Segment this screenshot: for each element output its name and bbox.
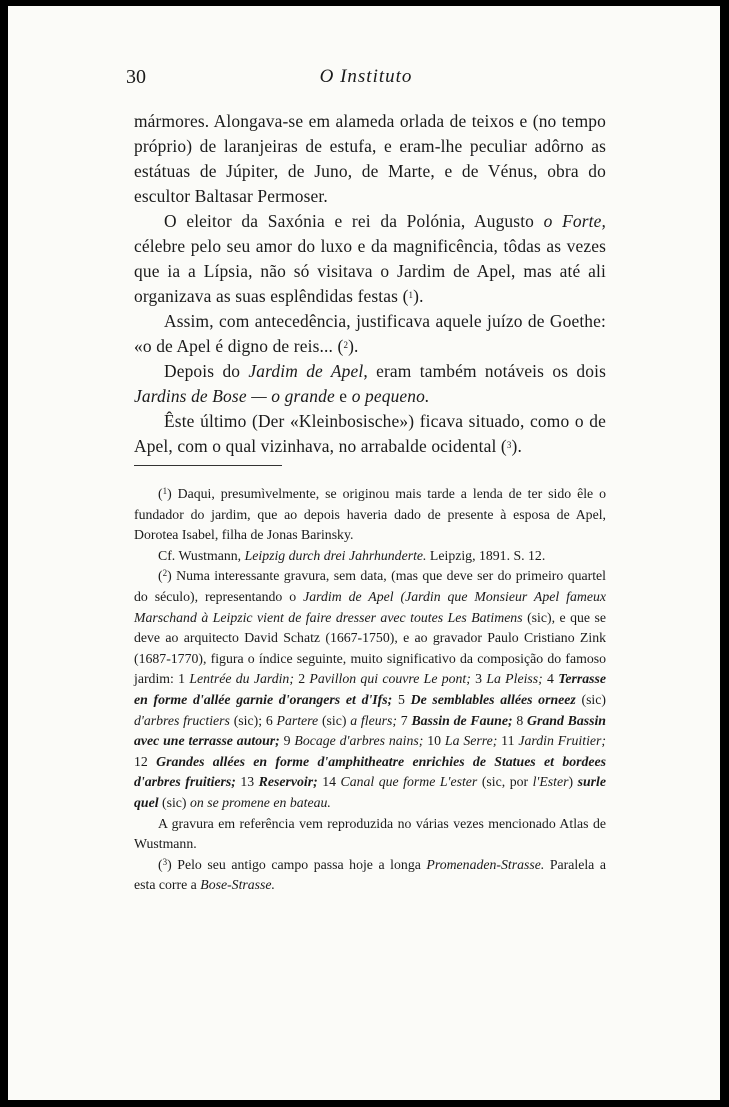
italic-span: surle quel	[134, 774, 606, 810]
text-span: e	[334, 386, 352, 406]
footnote-ref-3[interactable]: 3	[506, 440, 512, 450]
italic-span: Jardin Fruitier;	[518, 733, 607, 749]
text-span: ).	[348, 336, 359, 356]
italic-span: Leipzig durch drei Jahrhunderte.	[244, 547, 427, 563]
italic-span: Bose-Strasse.	[200, 877, 275, 893]
text-span: 2	[293, 671, 310, 687]
text-span: Êste último (Der «Kleinbosische») ficava situado, como o de Apel, com o qual vizinhava, no arrabalde ocidental (	[134, 411, 606, 456]
text-span: (sic), e que se deve ao arquitecto David Schatz (1667-1750), e ao gravador Paulo Cristiano Zink (1687-1770), figura o índice seguinte, muito significativo da composição do famoso jardim: 1	[134, 609, 606, 687]
paragraph-2	[134, 209, 606, 309]
italic-span: Jardins de Bose — o grande	[134, 386, 335, 406]
running-title: O Instituto	[319, 66, 413, 87]
paragraph-5	[134, 409, 606, 459]
italic-span: o pequeno.	[351, 386, 430, 406]
text-span: 13	[235, 774, 259, 790]
footnote-mark: 3	[162, 856, 168, 867]
italic-span: De semblables allées orneez	[410, 691, 576, 707]
paragraph-1: mármores. Alongava-se em alameda orlada de teixos e (no tempo próprio) de laranjeiras de estufa, e eram-lhe peculiar adôrno as estátuas de Júpiter, de Juno, de Marte, e de Vénus, obra do escultor Baltasar Permoser.	[134, 111, 606, 206]
text-span: 7	[396, 712, 412, 728]
text-span: , eram também notáveis os dois	[363, 361, 606, 381]
footnote-2: ($^2$) Numa interessante gravura, sem data, (mas que deve ser do primeiro quartel do século), representando o Jardim de Apel (Jardin que Monsieur Apel fameux Marschand à Leipzic vient de faire dresser avec toutes Les Batimens (sic), e que se deve ao arquitecto David Schatz (1667-1750), e ao gravador Paulo Cristiano Zink (1687-1770), figura o índice seguinte, muito significativo da composição do famoso jardim: 1 Lentrée du Jardin; 2 Pavillon qui couvre Le pont; 3 La Pleiss; 4 Terrasse en forme d'allée garnie d'orangers et d'Ifs; 5 De semblables allées orneez (sic) d'arbres fructiers (sic); 6 Partere (sic) a fleurs; 7 Bassin de Faune; 8 Grand Bassin avec une terrasse autour; 9 Bocage d'arbres nains; 10 La Serre; 11 Jardin Fruitier; 12 Grandes allées en forme d'amphitheatre enrichies de Statues et bordees d'arbres fruitiers; 13 Reservoir; 14 Canal que forme L'ester (sic, por l'Ester) surle quel (sic) on se promene en bateau.	[134, 568, 607, 810]
italic-span: Canal que forme L'ester	[340, 774, 478, 790]
text-span: (sic)	[158, 794, 190, 810]
italic-span: d'arbres fructiers	[134, 712, 230, 728]
text-span: 14	[317, 774, 341, 790]
italic-span: Grandes allées en forme d'amphitheatre enrichies de Statues et bordees d'arbres fruitiers;	[134, 753, 606, 790]
main-text	[134, 109, 606, 459]
text-span: 9	[279, 733, 295, 749]
italic-span: Reservoir;	[258, 774, 318, 790]
italic-span: on se promene en bateau.	[189, 794, 331, 810]
text-span: (sic)	[575, 691, 606, 707]
text-span: Numa interessante gravura, sem data, (mas que deve ser do primeiro quartel do século), representando o	[134, 568, 606, 604]
italic-span: o Forte,	[543, 211, 606, 231]
text-span: O eleitor da Saxónia e rei da Polónia, Augusto	[164, 211, 544, 231]
text-span: 3	[470, 671, 487, 687]
italic-span: Jardim de Apel (Jardin que Monsieur Apel fameux Marschand à Leipzic vient de faire dresser avec toutes Les Batimens	[134, 588, 606, 625]
text-span: (sic); 6	[229, 712, 277, 728]
text-span: 8	[512, 712, 528, 728]
text-span: ).	[413, 286, 424, 306]
text-span: ).	[511, 436, 522, 456]
text-span: (sic)	[318, 712, 351, 728]
text-span: 11	[497, 733, 519, 749]
italic-span: Bocage d'arbres nains;	[294, 733, 424, 749]
italic-span: a fleurs;	[350, 712, 397, 728]
text-span: Daqui, presumìvelmente, se originou mais tarde a lenda de ter sido êle o fundador do jardim, que ao depois haveria dado de presente à esposa de Apel, Dorotea Isabel, filha de Jonas Barinsky.	[134, 486, 606, 543]
italic-span: Lentrée du Jardin;	[189, 671, 294, 687]
footnote-2-continuation: A gravura em referência vem reproduzida no várias vezes mencionado Atlas de Wustmann.	[134, 815, 606, 852]
text-span: 4	[542, 671, 559, 687]
italic-span: Grand Bassin avec une terrasse autour;	[134, 712, 606, 749]
text-span: Assim, com antecedência, justificava aquele juízo de Goethe: «o de Apel é digno de reis... (	[134, 311, 606, 356]
footnote-mark: 1	[162, 486, 168, 496]
text-span: 12	[134, 753, 157, 769]
italic-span: Partere	[276, 712, 319, 728]
text-span: Pelo seu antigo campo passa hoje a longa	[171, 856, 427, 872]
footnote-ref-1[interactable]: 1	[408, 290, 414, 300]
italic-span: La Pleiss;	[486, 671, 543, 687]
text-span: célebre pelo seu amor do luxo e da magnificência, tôdas as vezes que ia a Lípsia, não só visitava o Jardim de Apel, mas até ali organizava as suas esplêndidas festas (	[134, 236, 606, 306]
footnote-1-citation	[134, 546, 606, 567]
page-header	[126, 66, 606, 92]
italic-span: Jardim de Apel	[248, 361, 364, 381]
text-span: Paralela a esta corre a	[134, 856, 606, 893]
text-span: 10	[423, 733, 445, 749]
italic-span: Pavillon qui couvre Le pont;	[309, 671, 471, 687]
footnote-3: ($^3$) Pelo seu antigo campo passa hoje a longa Promenaden-Strasse. Paralela a esta corre a Bose-Strasse.	[134, 856, 606, 893]
footnotes	[134, 484, 606, 896]
footnote-divider	[134, 465, 282, 466]
italic-span: Terrasse en forme d'allée garnie d'orangers et d'Ifs;	[134, 671, 606, 707]
text-span: Cf. Wustmann,	[158, 547, 245, 563]
text-span: Depois do	[164, 361, 249, 381]
text-span: Leipzig, 1891. S. 12.	[426, 547, 546, 563]
text-span: (sic, por	[477, 774, 533, 790]
text-span: )	[568, 774, 578, 790]
italic-span: La Serre;	[444, 733, 498, 749]
italic-span: Bassin de Faune;	[411, 712, 513, 728]
footnote-1: ($^1$) Daqui, presumìvelmente, se originou mais tarde a lenda de ter sido êle o fundador do jardim, que ao depois haveria dado de presente à esposa de Apel, Dorotea Isabel, filha de Jonas Barinsky.	[134, 486, 606, 543]
text-span: 5	[392, 691, 411, 707]
italic-span: Promenaden-Strasse.	[426, 856, 545, 872]
paragraph-4	[134, 359, 606, 409]
footnote-ref-2[interactable]: 2	[343, 340, 349, 350]
italic-span: l'Ester	[532, 774, 569, 790]
page-number: 30	[126, 66, 146, 88]
paragraph-3	[134, 309, 606, 359]
footnote-mark: 2	[162, 568, 168, 579]
